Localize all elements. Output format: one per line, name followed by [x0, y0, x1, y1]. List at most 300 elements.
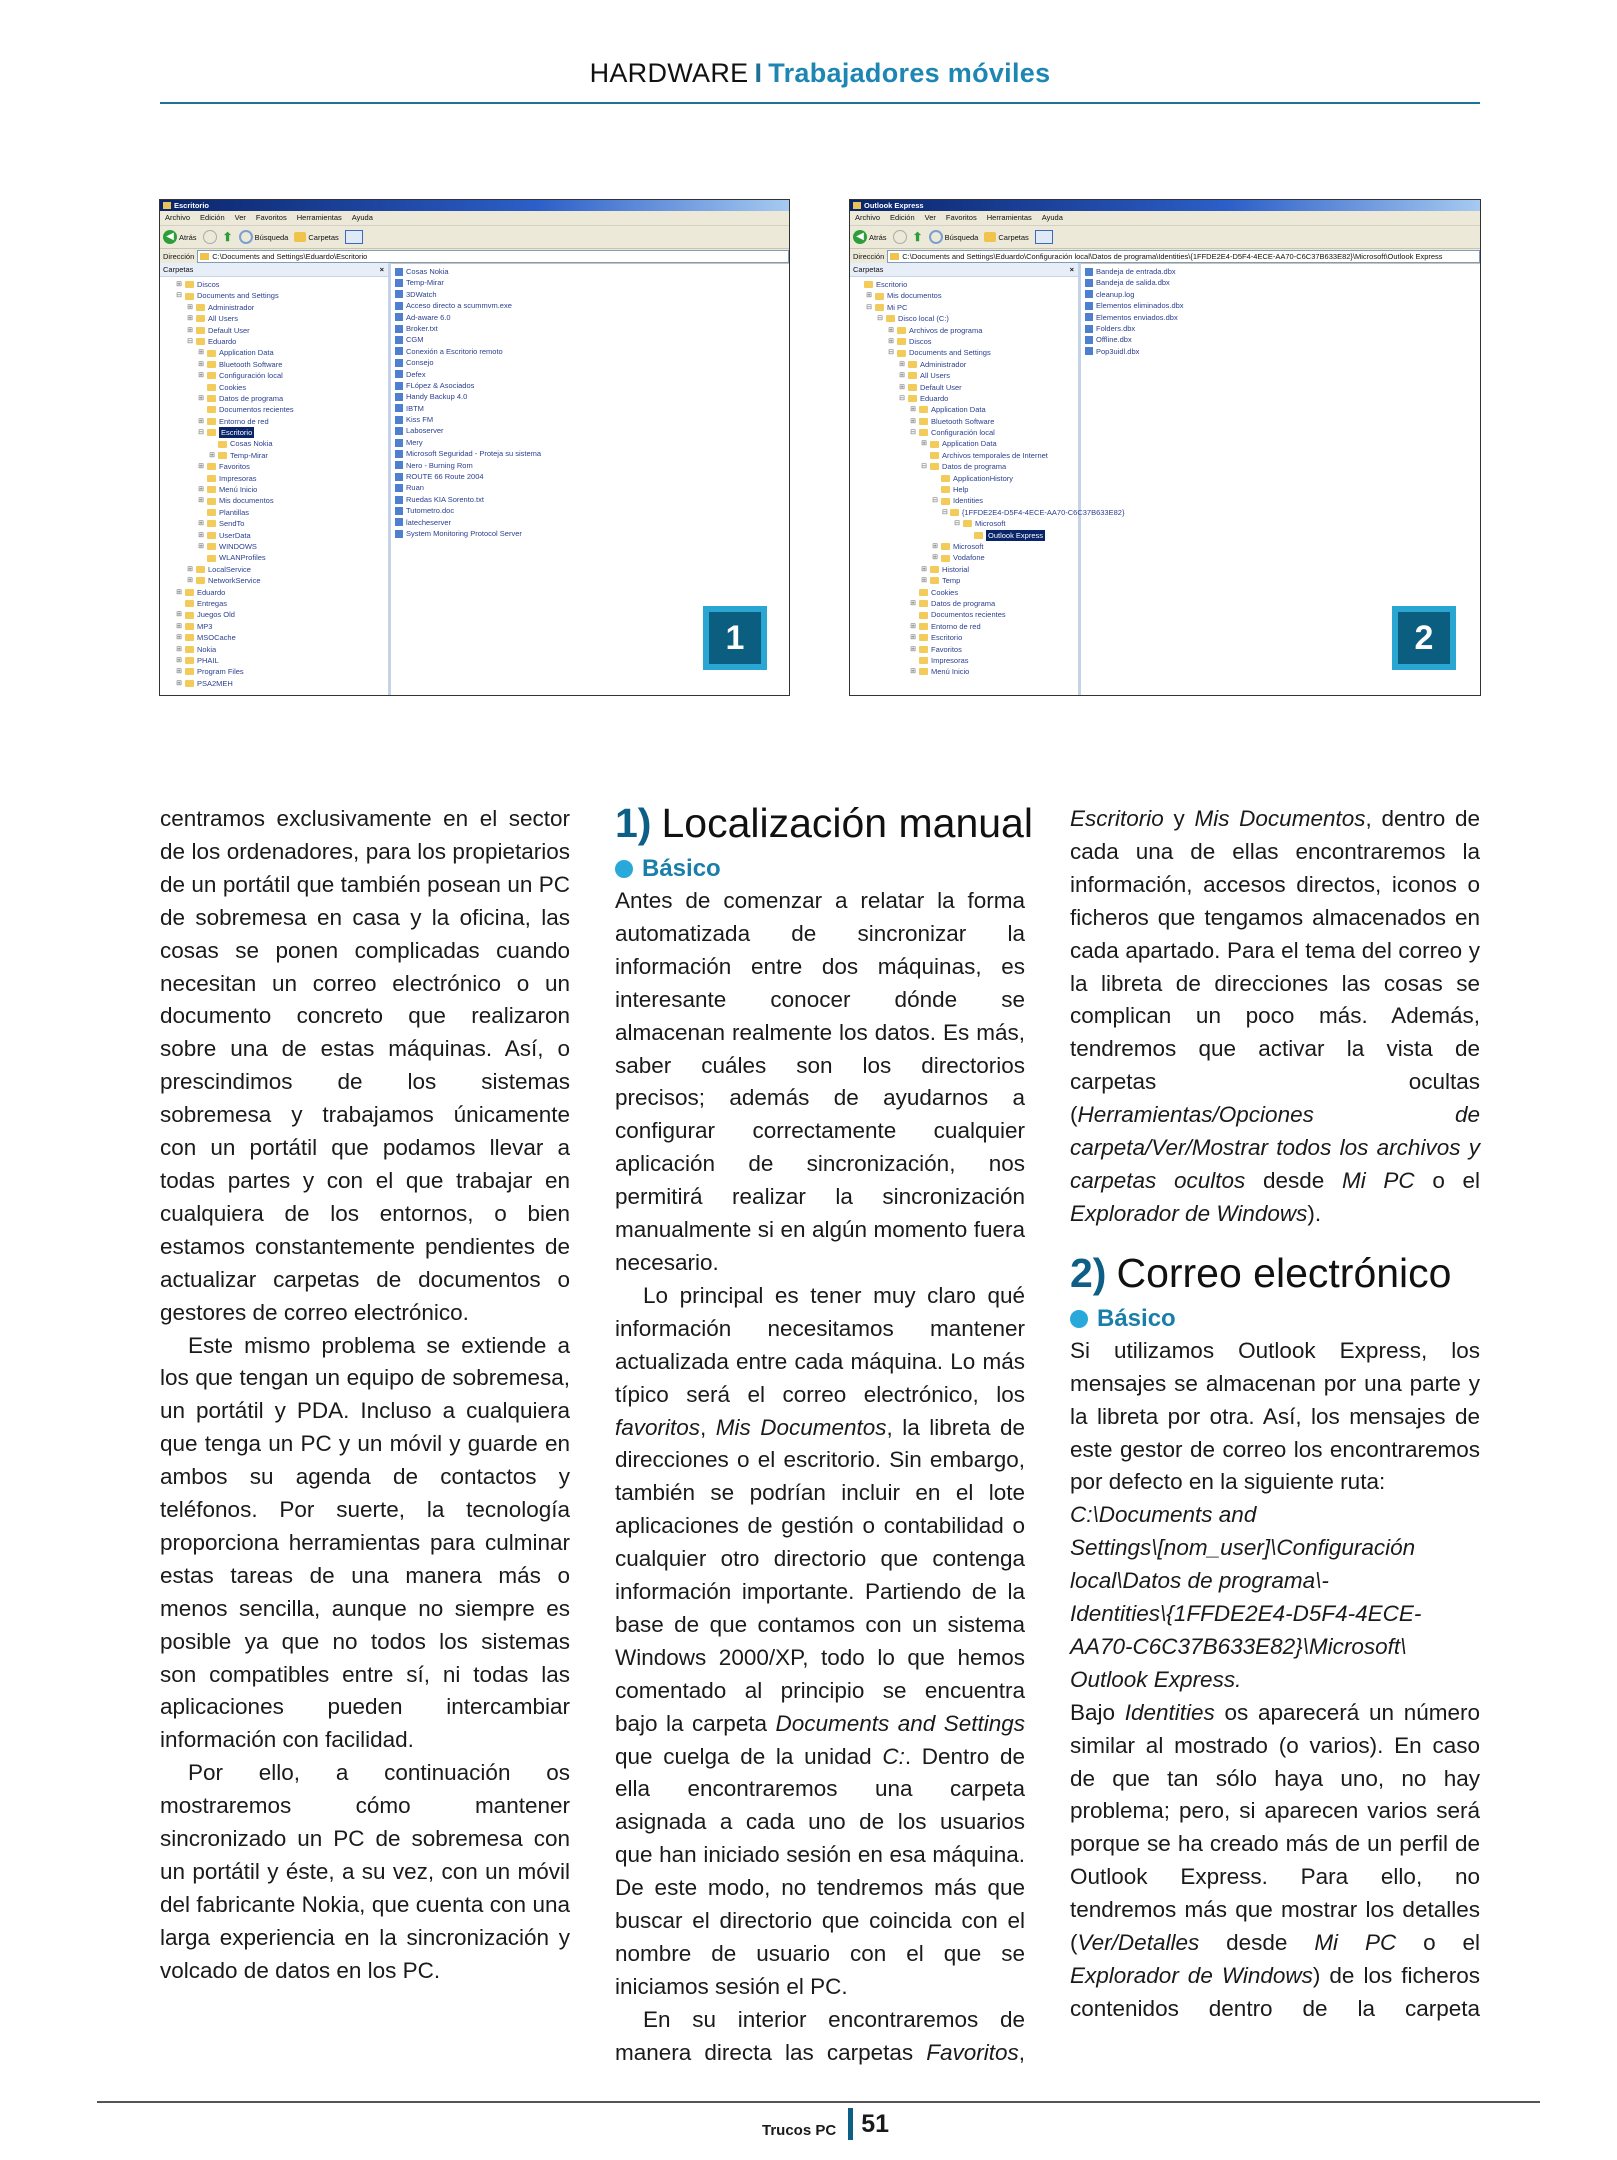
tree-item[interactable]: [850, 564, 1078, 575]
folder-icon: [919, 418, 928, 425]
expand-icon[interactable]: ⊞: [910, 622, 916, 630]
tree-item[interactable]: [160, 484, 388, 495]
tree-item[interactable]: [160, 279, 388, 290]
menu-item[interactable]: Archivo: [855, 213, 881, 222]
file-icon: [395, 393, 403, 401]
folders-button[interactable]: [984, 232, 1028, 242]
collapse-icon[interactable]: ⊟: [866, 303, 872, 311]
tree-item[interactable]: [850, 552, 1078, 563]
expand-icon[interactable]: ⊞: [198, 520, 204, 528]
file-item[interactable]: [395, 460, 785, 471]
file-name: Pop3uidl.dbx: [1096, 346, 1140, 356]
collapse-icon[interactable]: ⊟: [888, 349, 894, 357]
tree-item-label: PSA2MEH: [197, 678, 233, 688]
expand-icon[interactable]: ⊞: [176, 588, 182, 596]
collapse-icon[interactable]: ⊟: [954, 520, 960, 528]
file-name: Temp-Mirar: [406, 278, 444, 288]
file-name: FLópez & Asociados: [406, 380, 475, 390]
file-item[interactable]: [395, 528, 785, 539]
file-item[interactable]: [1085, 277, 1476, 288]
tree-item[interactable]: [160, 370, 388, 381]
tree-item[interactable]: [160, 507, 388, 518]
menu-item[interactable]: Herramientas: [986, 213, 1032, 222]
up-folder-icon[interactable]: ⬆: [912, 230, 923, 244]
tree-item[interactable]: [850, 541, 1078, 552]
menu-item[interactable]: Favoritos: [945, 213, 977, 222]
tree-item[interactable]: [850, 313, 1078, 324]
tree-item[interactable]: [850, 450, 1078, 461]
collapse-icon[interactable]: ⊟: [877, 315, 883, 323]
tree-item-label: Temp: [942, 576, 961, 586]
tree-item[interactable]: [850, 279, 1078, 290]
expand-icon[interactable]: ⊞: [910, 417, 916, 425]
file-item[interactable]: [395, 403, 785, 414]
folder-icon: [207, 555, 216, 562]
text-run: o el: [1414, 1167, 1481, 1193]
tree-item[interactable]: [850, 370, 1078, 381]
expand-icon[interactable]: ⊞: [176, 281, 182, 288]
screenshot-explorer-escritorio: [159, 199, 790, 696]
tree-item[interactable]: [850, 473, 1078, 484]
expand-icon[interactable]: ⊞: [198, 394, 204, 402]
file-name: cleanup.log: [1096, 289, 1135, 299]
tree-item[interactable]: [160, 347, 388, 358]
tree-item-label: Nokia: [197, 644, 217, 654]
file-item[interactable]: [1085, 346, 1476, 357]
menu-item[interactable]: Ayuda: [1041, 213, 1063, 222]
file-item[interactable]: [1085, 266, 1476, 277]
tree-item[interactable]: [850, 507, 1125, 518]
expand-icon[interactable]: ⊞: [176, 679, 182, 687]
file-item[interactable]: [395, 380, 785, 391]
tree-item-label: Impresoras: [931, 655, 969, 665]
menu-item[interactable]: Edición: [890, 213, 915, 222]
tree-item-label: Favoritos: [931, 644, 962, 654]
tree-item[interactable]: [850, 302, 1078, 313]
file-item[interactable]: [395, 323, 785, 334]
tree-item[interactable]: [850, 632, 1078, 643]
tree-item[interactable]: [160, 290, 388, 301]
forward-icon[interactable]: [203, 230, 217, 244]
expand-icon[interactable]: ⊞: [888, 337, 894, 345]
tree-item[interactable]: [850, 644, 1078, 655]
folder-icon: [875, 293, 884, 300]
text-run: Si utilizamos Outlook Express, los mensajes se almacenan por una parte y la libreta por otra. Así, los mensajes de este gestor de correo los encontraremos por defecto en la siguiente ruta:: [1070, 1337, 1480, 1495]
file-item[interactable]: [395, 517, 785, 528]
tree-item-label: ApplicationHistory: [953, 473, 1014, 483]
file-icon: [395, 279, 403, 287]
file-item[interactable]: [395, 448, 785, 459]
file-name: Broker.txt: [406, 323, 438, 333]
tree-item-label: Eduardo: [920, 393, 949, 403]
folder-icon: [207, 395, 216, 402]
address-bar: [850, 249, 1480, 264]
back-button[interactable]: [853, 230, 887, 244]
file-item[interactable]: [395, 437, 785, 448]
close-pane-icon[interactable]: ×: [1069, 265, 1074, 274]
search-icon: [929, 230, 943, 244]
expand-icon[interactable]: ⊞: [888, 326, 894, 334]
tree-item[interactable]: [160, 313, 388, 324]
difficulty-label: Básico: [642, 855, 721, 882]
tree-item[interactable]: [160, 438, 388, 449]
expand-icon[interactable]: ⊞: [198, 542, 204, 550]
tree-item[interactable]: [160, 621, 388, 632]
file-item[interactable]: [395, 369, 785, 380]
tree-item[interactable]: [850, 666, 1078, 677]
tree-item[interactable]: [850, 518, 1078, 529]
tree-item-label: Entregas: [197, 598, 228, 608]
expand-icon[interactable]: ⊞: [187, 326, 193, 334]
folder-icon: [207, 384, 216, 391]
file-icon: [395, 347, 403, 355]
tree-item[interactable]: [160, 416, 388, 427]
folder-icon: [941, 543, 950, 550]
tree-item-label: PHAIL: [197, 655, 219, 665]
section-title: Correo electrónico: [1116, 1249, 1452, 1296]
file-item[interactable]: [1085, 312, 1476, 323]
tree-item[interactable]: [160, 450, 388, 461]
file-item[interactable]: [395, 357, 785, 368]
tree-item[interactable]: [160, 655, 388, 666]
tree-item[interactable]: [850, 587, 1078, 598]
file-name: IBTM: [406, 403, 424, 413]
file-item[interactable]: [395, 312, 785, 323]
back-button[interactable]: [163, 230, 197, 244]
file-name: Bandeja de salida.dbx: [1096, 278, 1170, 288]
folder-icon: [875, 304, 884, 311]
explorer-panes: [160, 263, 789, 695]
file-name: Bandeja de entrada.dbx: [1096, 267, 1176, 276]
tree-item-label: Disco local (C:): [898, 314, 949, 324]
expand-icon[interactable]: ⊞: [899, 360, 905, 368]
file-item[interactable]: [395, 494, 785, 505]
tree-item[interactable]: [850, 655, 1078, 666]
folder-icon: [207, 498, 216, 505]
tree-item[interactable]: [850, 416, 1078, 427]
file-name: ROUTE 66 Route 2004: [406, 472, 484, 482]
folder-icon: [897, 338, 906, 345]
expand-icon[interactable]: ⊞: [176, 622, 182, 630]
file-icon: [395, 518, 403, 526]
file-item[interactable]: [395, 266, 785, 277]
file-icon: [395, 290, 403, 298]
file-item[interactable]: [1085, 323, 1476, 334]
expand-icon[interactable]: ⊞: [187, 577, 193, 585]
menu-item[interactable]: Ayuda: [351, 213, 373, 222]
file-item[interactable]: [395, 482, 785, 493]
tree-item-label: All Users: [208, 314, 239, 324]
expand-icon[interactable]: ⊞: [910, 668, 916, 676]
path-line: Outlook Express.: [1070, 1666, 1242, 1692]
back-arrow-icon: ◀: [163, 230, 177, 244]
folder-icon: [185, 680, 194, 687]
expand-icon[interactable]: ⊞: [910, 645, 916, 653]
tree-item[interactable]: [160, 678, 388, 689]
search-button[interactable]: [239, 230, 289, 244]
tree-item[interactable]: [850, 393, 1078, 404]
tree-item[interactable]: [160, 382, 388, 393]
tree-item-label: Documentos recientes: [219, 405, 294, 415]
folder-icon: [294, 232, 306, 242]
collapse-icon[interactable]: ⊟: [910, 429, 916, 437]
tree-item[interactable]: [160, 518, 388, 529]
expand-icon[interactable]: ⊞: [899, 372, 905, 380]
search-button[interactable]: [929, 230, 979, 244]
paragraph: [615, 2004, 1025, 2070]
tree-item[interactable]: [850, 530, 1078, 541]
folder-icon: [185, 293, 194, 300]
file-item[interactable]: [395, 300, 785, 311]
expand-icon[interactable]: ⊞: [921, 565, 927, 573]
tree-item[interactable]: [160, 336, 388, 347]
file-icon: [1085, 325, 1093, 333]
expand-icon[interactable]: ⊞: [176, 645, 182, 653]
tree-item[interactable]: [160, 473, 388, 484]
folder-icon: [207, 429, 216, 436]
tree-item[interactable]: [850, 404, 1078, 415]
folder-icon: [185, 623, 194, 630]
file-item[interactable]: [395, 289, 785, 300]
folder-icon: [930, 566, 939, 573]
tree-item[interactable]: [160, 302, 388, 313]
italic-run: Favoritos: [926, 2039, 1019, 2065]
file-item[interactable]: [395, 471, 785, 482]
folder-icon: [919, 634, 928, 641]
expand-icon[interactable]: ⊞: [198, 463, 204, 471]
forward-icon[interactable]: [893, 230, 907, 244]
file-item[interactable]: [395, 277, 785, 288]
italic-run: Ver/Detalles: [1077, 1930, 1200, 1956]
tree-item[interactable]: [850, 461, 1078, 472]
file-icon: [395, 416, 403, 424]
expand-icon[interactable]: ⊞: [176, 611, 182, 619]
expand-icon[interactable]: ⊞: [910, 634, 916, 642]
section-heading-2: [1070, 1247, 1480, 1299]
file-item[interactable]: [395, 505, 785, 516]
text-run: , dentro de cada una de ellas encontraremos la información, accesos directos, iconos o ficheros que tengamos almacenados en cada apartado. Para el tema del correo y la libreta de direcciones las cosas se complican un poco más. Además, tendremos que activar la vista de carpetas ocultas (: [1070, 806, 1480, 1128]
expand-icon[interactable]: ⊞: [866, 292, 872, 300]
tree-item[interactable]: [850, 609, 1078, 620]
section-number: 2): [1070, 1249, 1107, 1296]
tree-item-label: Discos: [909, 336, 932, 346]
tree-item-label: Application Data: [942, 439, 997, 449]
expand-icon[interactable]: ⊞: [198, 417, 204, 425]
folders-label: Carpetas: [998, 232, 1029, 242]
tree-item[interactable]: [160, 495, 388, 506]
tree-item[interactable]: [160, 587, 388, 598]
tree-item[interactable]: [850, 325, 1078, 336]
expand-icon[interactable]: ⊞: [899, 383, 905, 391]
tree-item[interactable]: [850, 359, 1078, 370]
text-run: Este mismo problema se extiende a los que tengan un equipo de sobremesa, un portátil y PDA. Incluso a cualquiera que tenga un PC y un móvil y guarde en ambos su agenda de contactos y teléfonos. Por suerte, la tecnología proporciona herramientas para culminar estas tareas de una manera más o menos sencilla, aunque no siempre es posible ya que no todos los sistemas son compatibles entre sí, ni todas las aplicaciones pueden intercambiar información con facilidad.: [160, 1332, 570, 1753]
expand-icon[interactable]: ⊞: [921, 577, 927, 585]
expand-icon[interactable]: ⊞: [910, 406, 916, 414]
expand-icon[interactable]: ⊞: [198, 372, 204, 380]
tree-item[interactable]: [850, 598, 1078, 609]
file-name: Microsoft Seguridad - Proteja su sistema: [406, 449, 542, 459]
tree-item-label: Entorno de red: [931, 621, 981, 631]
tree-item[interactable]: [850, 495, 1078, 506]
folder-icon: [207, 532, 216, 539]
file-name: Consejo: [406, 358, 434, 368]
tree-item[interactable]: [850, 484, 1078, 495]
expand-icon[interactable]: ⊞: [910, 599, 916, 607]
tree-item-label: Application Data: [931, 405, 986, 415]
italic-run: Mis Documentos: [1194, 806, 1366, 831]
file-item[interactable]: [1085, 300, 1476, 311]
file-name: Acceso directo a scummvm.exe: [406, 301, 512, 311]
menu-item[interactable]: Ver: [924, 213, 936, 222]
text-run: ) de los ficheros contenidos dentro de la carpeta: [1070, 1963, 1480, 2021]
expand-icon[interactable]: ⊞: [198, 360, 204, 368]
tree-item[interactable]: [160, 598, 388, 609]
expand-icon[interactable]: ⊞: [198, 531, 204, 539]
pane-header: [850, 263, 1078, 277]
tree-item[interactable]: [160, 632, 388, 643]
folders-button[interactable]: [294, 232, 338, 242]
collapse-icon[interactable]: ⊟: [932, 497, 938, 505]
address-bar: [160, 249, 789, 264]
tree-item[interactable]: [160, 541, 388, 552]
search-label: Búsqueda: [254, 232, 289, 242]
tree-item[interactable]: [850, 427, 1078, 438]
menu-item[interactable]: Herramientas: [296, 213, 342, 222]
views-icon[interactable]: [1035, 230, 1053, 244]
folder-icon: [185, 657, 194, 664]
tree-item[interactable]: [850, 347, 1078, 358]
file-name: Tutometro.doc: [406, 506, 455, 516]
collapse-icon[interactable]: ⊟: [187, 337, 193, 345]
tree-item-label: Program Files: [197, 667, 244, 677]
tree-item[interactable]: [160, 552, 388, 563]
file-icon: [1085, 302, 1093, 310]
file-name: Defex: [406, 369, 426, 379]
tree-item[interactable]: [160, 325, 388, 336]
folder-tree: [160, 277, 388, 689]
expand-icon[interactable]: ⊞: [176, 634, 182, 642]
file-item[interactable]: [395, 425, 785, 436]
tree-item[interactable]: [160, 404, 388, 415]
paragraph: [615, 885, 1025, 1280]
text-run: ,: [700, 1414, 716, 1440]
tree-item[interactable]: [160, 359, 388, 370]
expand-icon[interactable]: ⊞: [932, 542, 938, 550]
menu-item[interactable]: Edición: [200, 213, 225, 222]
file-item[interactable]: [395, 346, 785, 357]
collapse-icon[interactable]: ⊟: [176, 292, 182, 300]
collapse-icon[interactable]: ⊟: [899, 394, 905, 402]
collapse-icon[interactable]: ⊟: [921, 463, 927, 471]
expand-icon[interactable]: ⊞: [932, 554, 938, 562]
tree-item[interactable]: [850, 438, 1078, 449]
folder-icon: [908, 372, 917, 379]
file-item[interactable]: [1085, 289, 1476, 300]
paragraph: [1070, 803, 1480, 1231]
folder-icon: [207, 520, 216, 527]
tree-item[interactable]: [160, 461, 388, 472]
folder-icon: [196, 315, 205, 322]
folder-icon: [207, 361, 216, 368]
tree-item[interactable]: [160, 644, 388, 655]
folder-icon: [196, 327, 205, 334]
folder-icon: [897, 327, 906, 334]
folder-icon: [908, 384, 917, 391]
expand-icon[interactable]: ⊞: [176, 656, 182, 664]
tree-item[interactable]: [850, 290, 1078, 301]
text-run: , la libreta de direcciones o el escritorio. Sin embargo, también se podrían incluir en el lote aplicaciones de gestión o contabilidad o cualquier otro directorio que contenga información importante. Partiendo de la base de que contamos con un sistema Windows 2000/XP, todo lo que hemos comentado al principio se encuentra bajo la carpeta: [615, 1414, 1025, 1736]
expand-icon[interactable]: ⊞: [198, 349, 204, 357]
file-icon: [395, 370, 403, 378]
toolbar: [850, 226, 1480, 249]
expand-icon[interactable]: ⊞: [187, 303, 193, 311]
folder-icon: [919, 646, 928, 653]
menu-item[interactable]: Favoritos: [255, 213, 287, 222]
file-item[interactable]: [395, 334, 785, 345]
expand-icon[interactable]: ⊞: [921, 440, 927, 448]
file-item[interactable]: [395, 414, 785, 425]
tree-item-label: Entorno de red: [219, 416, 269, 426]
tree-item[interactable]: [850, 621, 1078, 632]
collapse-icon[interactable]: ⊟: [942, 508, 948, 516]
folder-icon: [185, 634, 194, 641]
menu-bar: [160, 211, 789, 226]
tree-item[interactable]: [160, 393, 388, 404]
tree-item-label: Historial: [942, 564, 970, 574]
tree-item[interactable]: [850, 336, 1078, 347]
expand-icon[interactable]: ⊞: [198, 497, 204, 505]
menu-item[interactable]: Ver: [234, 213, 246, 222]
up-folder-icon[interactable]: ⬆: [222, 230, 233, 244]
tree-item[interactable]: [160, 609, 388, 620]
tree-item[interactable]: [850, 382, 1078, 393]
expand-icon[interactable]: ⊞: [187, 315, 193, 323]
tree-item[interactable]: [850, 575, 1078, 586]
file-name: Ruan: [406, 483, 424, 493]
file-item[interactable]: [1085, 334, 1476, 345]
text-run: desde: [1199, 1930, 1315, 1956]
tree-item[interactable]: [160, 530, 388, 541]
close-pane-icon[interactable]: ×: [379, 265, 384, 274]
tree-item-label: Mis documentos: [887, 291, 942, 301]
tree-item[interactable]: [160, 564, 388, 575]
tree-item-label: Datos de programa: [219, 393, 284, 403]
expand-icon[interactable]: ⊞: [198, 486, 204, 494]
tree-item-label: Juegos Old: [197, 610, 235, 620]
tree-item[interactable]: [160, 427, 388, 438]
menu-item[interactable]: Archivo: [165, 213, 191, 222]
address-input[interactable]: C:\Documents and Settings\Eduardo\Escritorio: [197, 250, 789, 263]
folder-icon: [207, 543, 216, 550]
address-label: Dirección: [853, 251, 885, 261]
tree-item[interactable]: [160, 666, 388, 677]
views-icon[interactable]: [345, 230, 363, 244]
collapse-icon[interactable]: ⊟: [198, 429, 204, 437]
text-run: centramos exclusivamente en el sector de los ordenadores, para los propietarios de un portátil que también posean un PC de sobremesa en casa y la oficina, las cosas se ponen complicadas cuando necesitan un correo electrónico o un documento concreto que realizaron sobre una de estas máquinas. Así, o prescindimos de los sistemas sobremesa y trabajamos únicamente con un portátil que podamos llevar a todas partes y con el que trabajar en cualquiera de los entornos, o bien estamos constantemente pendientes de actualizar carpetas de documentos o gestores de correo electrónico.: [160, 806, 570, 1325]
paragraph: [160, 1757, 570, 1987]
file-name: Offline.dbx: [1096, 335, 1132, 345]
page-number: 51: [861, 2109, 889, 2138]
expand-icon[interactable]: ⊞: [176, 668, 182, 676]
address-input[interactable]: C:\Documents and Settings\Eduardo\Configuración local\Datos de programa\Identities\{1FFDE2E4-D5F4-4ECE-AA70-C6C37B633E82}\Microsoft\Outlook Express: [887, 250, 1480, 263]
magazine-name: Trucos PC: [762, 2121, 837, 2139]
path-line: C:\Documents and: [1070, 1502, 1257, 1528]
tree-item[interactable]: [160, 575, 388, 586]
file-item[interactable]: [395, 391, 785, 402]
expand-icon[interactable]: ⊞: [187, 565, 193, 573]
file-icon: [395, 268, 403, 276]
expand-icon[interactable]: ⊞: [209, 451, 215, 459]
